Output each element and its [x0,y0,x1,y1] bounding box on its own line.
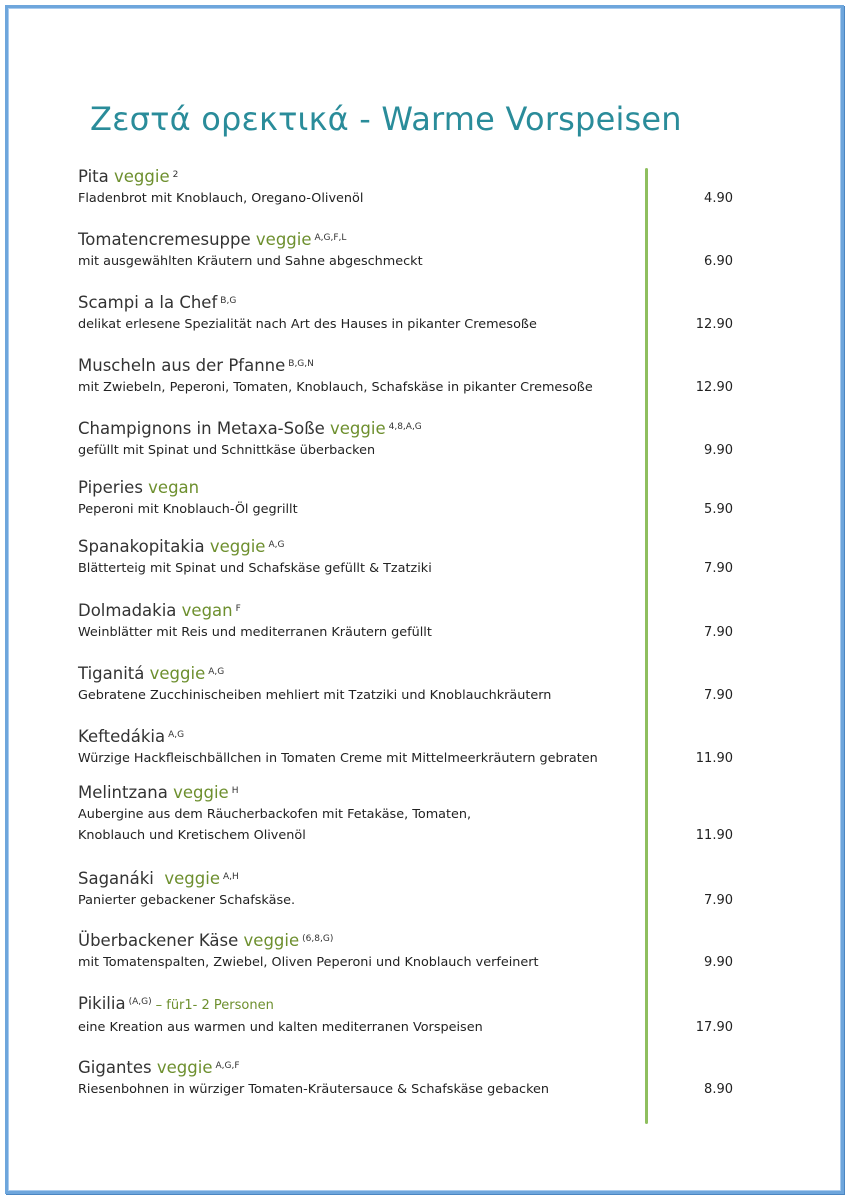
item-allergens: A,G [168,730,185,740]
menu-item-spanakopitakia [78,536,733,579]
menu-item-tomatencremesuppe [78,229,733,272]
item-name: Tiganitá veggie $^{A,G}$ [78,664,225,683]
item-description: mit ausgewählten Kräutern und Sahne abgeschmeckt [78,254,423,269]
item-tag: vegan [148,478,200,497]
item-allergens: 2 [172,170,179,180]
item-name: Scampi a la Chef $^{B,G}$ [78,293,237,312]
item-price: 7.90 [704,893,733,908]
menu-item-keftedakia [78,726,733,769]
item-price: 17.90 [695,1020,733,1035]
item-description: Gebratene Zucchinischeiben mehliert mit Tzatziki und Knoblauchkräutern [78,688,552,703]
item-allergens: F [235,604,241,614]
menu-item-ueberbackener-kaese [78,930,733,973]
item-allergens: B,G [220,296,237,306]
item-price: 7.90 [704,561,733,576]
item-name: Saganáki veggie $^{A,H}$ [78,869,239,888]
item-price: 12.90 [695,317,733,332]
item-tag: veggie [149,664,206,683]
item-note: – für1- 2 Personen [155,998,274,1013]
item-tag: veggie [330,419,386,438]
item-name: Piperies vegan [78,478,200,497]
item-name: Tomatencremesuppe veggie $^{A,G,F,L}$ [78,230,347,249]
item-tag: veggie [173,783,229,802]
item-allergens: B,G,N [288,359,314,369]
item-allergens: A,G [268,540,285,550]
item-name: Muscheln aus der Pfanne $^{B,G,N}$ [78,356,314,375]
menu-item-pikilia [78,993,733,1038]
item-description: Peperoni mit Knoblauch-Öl gegrillt [78,502,298,517]
item-tag: veggie [156,1058,213,1077]
menu-item-tiganita [78,663,733,706]
item-description: Fladenbrot mit Knoblauch, Oregano-Olivenöl [78,191,364,206]
item-description: Riesenbohnen in würziger Tomaten-Kräutersauce & Schafskäse gebacken [78,1082,550,1097]
item-description: mit Tomatenspalten, Zwiebel, Oliven Peperoni und Knoblauch verfeinert [78,955,539,970]
item-description: Weinblätter mit Reis und mediterranen Kräutern gefüllt [78,625,432,640]
item-allergens: H [231,786,239,796]
menu-item-gigantes [78,1057,733,1100]
item-description: gefüllt mit Spinat und Schnittkäse überbacken [78,443,376,458]
item-price: 9.90 [704,443,733,458]
item-tag: veggie [255,230,312,249]
item-allergens: A,G,F,L [314,233,347,243]
item-allergens: A,G,F [215,1061,240,1071]
item-tag: veggie [243,931,300,950]
item-price: 12.90 [695,380,733,395]
item-tag: vegan [181,601,233,620]
item-name: Dolmadakia vegan $^F$ [78,601,241,620]
item-description: Panierter gebackener Schafskäse. [78,893,296,908]
item-price: 11.90 [695,828,733,843]
item-name: Pikilia $^{(A,G)}$ – für1- 2 Personen [78,994,274,1013]
item-name: Pita veggie $^2$ [78,167,179,186]
item-description: eine Kreation aus warmen und kalten mediterranen Vorspeisen [78,1020,483,1035]
item-description-line2: Knoblauch und Kretischem Olivenöl [78,828,306,843]
menu-item-dolmadakia [78,600,733,643]
item-name: Champignons in Metaxa-Soße veggie $^{4,8,A,G}$ [78,419,422,438]
item-name: Spanakopitakia veggie $^{A,G}$ [78,537,285,556]
item-name: Keftedákia $^{A,G}$ [78,727,185,746]
item-description: Blätterteig mit Spinat und Schafskäse gefüllt & Tzatziki [78,561,432,576]
item-price: 5.90 [704,502,733,517]
item-tag: veggie [164,869,220,888]
item-price: 11.90 [695,751,733,766]
menu-item-muscheln [78,355,733,398]
item-price: 4.90 [704,191,733,206]
item-tag: veggie [209,537,266,556]
page-title: Ζεστά ορεκτικά - Warme Vorspeisen [90,100,682,138]
item-allergens: A,H [223,872,239,882]
menu-item-scampi [78,292,733,335]
menu-item-saganaki [78,868,733,911]
item-price: 7.90 [704,625,733,640]
item-description: delikat erlesene Spezialität nach Art des Hauses in pikanter Cremesoße [78,317,537,332]
menu-item-piperies [78,477,733,520]
item-description: mit Zwiebeln, Peperoni, Tomaten, Knoblauch, Schafskäse in pikanter Cremesoße [78,380,593,395]
item-name: Gigantes veggie $^{A,G,F}$ [78,1058,240,1077]
item-name: Überbackener Käse veggie $^{(6,8,G)}$ [78,931,334,950]
item-price: 8.90 [704,1082,733,1097]
item-description: Aubergine aus dem Räucherbackofen mit Fetakäse, Tomaten, [78,807,472,822]
menu-item-melintzana [78,782,733,846]
item-allergens: (A,G) [128,997,152,1007]
item-price: 6.90 [704,254,733,269]
item-name: Melintzana veggie $^H$ [78,783,239,802]
item-description: Würzige Hackfleischbällchen in Tomaten Creme mit Mittelmeerkräutern gebraten [78,751,598,766]
item-allergens: A,G [208,667,225,677]
menu-item-champignons [78,418,733,461]
item-allergens: 4,8,A,G [388,422,422,432]
item-price: 9.90 [704,955,733,970]
item-allergens: (6,8,G) [302,934,334,944]
item-tag: veggie [114,167,170,186]
item-price: 7.90 [704,688,733,703]
menu-item-pita [78,166,733,209]
